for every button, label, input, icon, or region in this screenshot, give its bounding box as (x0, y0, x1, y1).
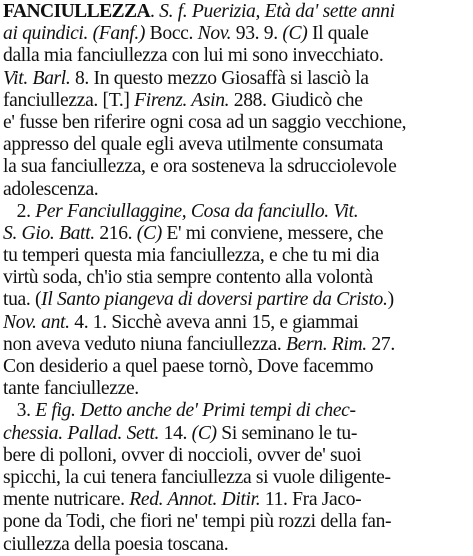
text-line (3, 1, 469, 23)
text-run: bere di polloni, ovver di noccioli, ovver de' suoi (3, 444, 362, 466)
italic-text: Nov. (197, 23, 232, 45)
text-run: appresso del quale egli aveva utilmente consumata (3, 134, 384, 156)
text-line (3, 201, 469, 223)
text-run: 4. 1. Sicchè aveva anni 15, e giammai (69, 311, 359, 333)
italic-text: E fig. Detto anche de' Primi tempi di chec- (35, 400, 356, 422)
text-run: Con desiderio a quel paese tornò, Dove facemmo (3, 356, 374, 377)
text-line (3, 267, 469, 289)
text-run: 27. (366, 333, 395, 355)
text-run: Bocc. (145, 23, 198, 45)
text-line (3, 467, 469, 489)
text-line (3, 68, 469, 90)
text-line (3, 156, 469, 178)
italic-text: Red. Annot. Ditir. (129, 489, 261, 511)
text-run: tu temperi questa mia fanciullezza, e che tu mi dia (3, 245, 380, 267)
text-line (3, 23, 469, 45)
text-line (3, 289, 469, 311)
italic-text: S. f. Puerizia, Età da' sette anni (159, 1, 395, 22)
text-line (3, 356, 469, 378)
text-line (3, 223, 469, 245)
italic-text: (C) (282, 23, 308, 45)
text-run: Si seminano le tu- (216, 422, 358, 444)
text-run: tante fanciullezze. (3, 378, 139, 400)
text-line (3, 423, 469, 445)
text-line (3, 334, 469, 356)
text-run: Il quale (307, 23, 369, 45)
text-run: mente nutricare. (3, 489, 130, 511)
text-run: 288. Giudicò che (229, 89, 363, 111)
text-line (3, 312, 469, 334)
italic-text: Firenz. Asin. (134, 89, 230, 111)
text-run: dalla mia fanciullezza con lui mi sono invecchiato. (3, 45, 384, 67)
italic-text: (C) (136, 222, 162, 244)
text-run: . (150, 1, 160, 22)
text-run: la sua fanciullezza, e ora sosteneva la sdrucciolevole (3, 156, 397, 178)
text-run: tua. ( (3, 289, 42, 311)
text-run: 11. Fra Jaco- (260, 489, 362, 511)
italic-text: (C) (191, 422, 217, 444)
italic-text: S. Gio. Batt. (3, 222, 95, 244)
text-line (3, 90, 469, 112)
text-run: 3. (3, 400, 36, 422)
italic-text: chessia. Pallad. Sett. (3, 422, 160, 444)
text-run: virtù soda, ch'io stia sempre contento alla volontà (3, 267, 373, 289)
text-line (3, 134, 469, 156)
text-run: ciullezza della poesia toscana. (3, 533, 229, 555)
text-line (3, 445, 469, 467)
text-run: spicchi, la cui tenera fanciullezza si vuole diligente- (3, 466, 391, 488)
text-line (3, 245, 469, 267)
headword: FANCIULLEZZA (3, 1, 151, 22)
dictionary-entry (3, 0, 469, 556)
text-line (3, 179, 469, 201)
text-run: 2. (3, 200, 36, 222)
text-run: 8. In questo mezzo Giosaffà si lasciò la (70, 67, 369, 89)
text-line (3, 112, 469, 134)
text-run: e' fusse ben riferire ogni cosa ad un saggio vecchione, (3, 111, 407, 133)
text-run: 216. (94, 222, 137, 244)
text-line (3, 45, 469, 67)
text-line (3, 400, 469, 422)
text-line (3, 489, 469, 511)
text-line (3, 511, 469, 533)
italic-text: Il Santo piangeva di doversi partire da Cristo. (41, 289, 388, 311)
text-run: fanciullezza. [T.] (3, 89, 135, 111)
italic-text: Nov. ant. (3, 311, 70, 333)
text-run: adolescenza. (3, 178, 99, 200)
italic-text: ai quindici. (Fanf.) (3, 23, 146, 45)
italic-text: Vit. Barl. (3, 67, 71, 89)
text-line (3, 378, 469, 400)
text-run: non aveva veduto niuna fanciullezza. (3, 333, 287, 355)
text-run: ) (387, 289, 394, 311)
italic-text: Per Fanciullaggine, Cosa da fanciullo. Vit. (35, 200, 359, 222)
italic-text: Bern. Rim. (286, 333, 367, 355)
text-run: 93. 9. (231, 23, 283, 45)
text-run: E' mi conviene, messere, che (161, 222, 384, 244)
text-line (3, 534, 469, 556)
text-run: 14. (159, 422, 192, 444)
text-run: pone da Todi, che fiori ne' tempi più rozzi della fan- (3, 511, 392, 533)
